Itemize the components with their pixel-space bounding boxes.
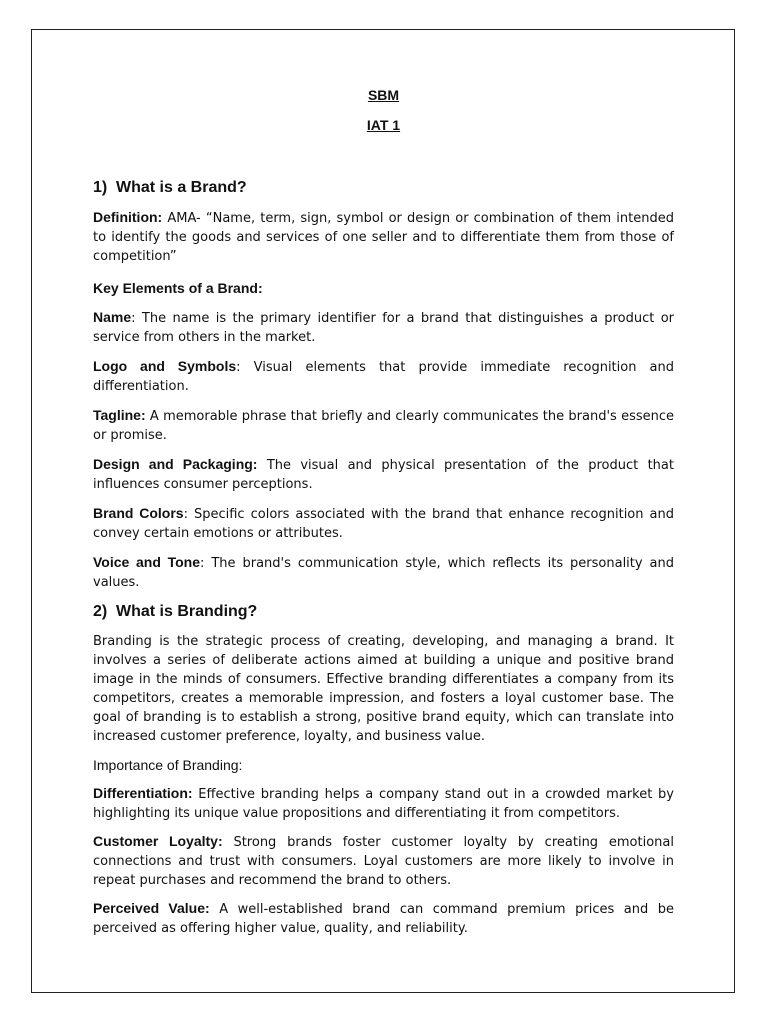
- element-text: A memorable phrase that briefly and clearly communicates the brand's essence or promise.: [93, 409, 674, 443]
- branding-paragraph: Branding is the strategic process of creating, developing, and managing a brand. It involves a series of deliberate actions aimed at building a unique and positive brand image in the minds of consumers. Effective branding differentiates a company from its competitors, creates a memorable impression, and fosters a loyal customer base. The goal of branding is to establish a strong, positive brand equity, which can translate into increased customer preference, loyalty, and business value.: [93, 634, 674, 744]
- section-heading-branding: [93, 601, 674, 623]
- section-title: What is Branding?: [116, 603, 258, 620]
- importance-value: [93, 899, 674, 938]
- element-term: Brand Colors: [93, 505, 184, 521]
- element-term: Design and Packaging:: [93, 456, 258, 472]
- document-title: SBM: [367, 87, 400, 103]
- section-number: 1): [93, 179, 108, 196]
- definition-text: AMA- “Name, term, sign, symbol or design or combination of them intended to identify the goods and services of one seller and to differentiate them from those of competition”: [93, 211, 674, 264]
- element-text: : Specific colors associated with the brand that enhance recognition and convey certain emotions or attributes.: [93, 507, 674, 541]
- element-voice: [93, 553, 674, 592]
- definition-paragraph: [93, 208, 674, 266]
- document-subtitle: IAT 1: [366, 117, 401, 133]
- element-design: [93, 455, 674, 494]
- element-term: Tagline:: [93, 407, 146, 423]
- element-text: : The brand's communication style, which reflects its personality and values.: [93, 556, 674, 590]
- element-colors: [93, 504, 674, 543]
- importance-text: A well-established brand can command premium prices and be perceived as offering higher value, quality, and reliability.: [93, 902, 674, 936]
- element-name: [93, 308, 674, 347]
- section-heading-brand: [93, 177, 674, 199]
- element-tagline: [93, 406, 674, 445]
- key-elements-heading: Key Elements of a Brand:: [93, 280, 263, 296]
- importance-text: Strong brands foster customer loyalty by creating emotional connections and trust with consumers. Loyal customers are more likely to involve in repeat purchases and recommend the brand to others.: [93, 835, 674, 888]
- importance-loyalty: [93, 832, 674, 890]
- element-text: The visual and physical presentation of the product that influences consumer perceptions.: [93, 458, 674, 492]
- importance-heading: Importance of Branding:: [93, 757, 243, 773]
- importance-text: Effective branding helps a company stand out in a crowded market by highlighting its unique value propositions and differentiating it from competitors.: [93, 787, 674, 821]
- element-text: : The name is the primary identifier for a brand that distinguishes a product or service from others in the market.: [93, 311, 674, 345]
- element-term: Voice and Tone: [93, 554, 201, 570]
- importance-term: Customer Loyalty:: [93, 833, 223, 849]
- importance-term: Perceived Value:: [93, 900, 210, 916]
- element-text: : Visual elements that provide immediate recognition and differentiation.: [93, 360, 674, 394]
- importance-term: Differentiation:: [93, 785, 193, 801]
- element-term: Logo and Symbols: [93, 358, 237, 374]
- section-number: 2): [93, 603, 108, 620]
- importance-differentiation: [93, 784, 674, 823]
- element-logo: [93, 357, 674, 396]
- element-term: Name: [93, 309, 132, 325]
- document-content: [93, 85, 674, 938]
- definition-term: Definition:: [93, 209, 163, 225]
- section-title: What is a Brand?: [116, 179, 247, 196]
